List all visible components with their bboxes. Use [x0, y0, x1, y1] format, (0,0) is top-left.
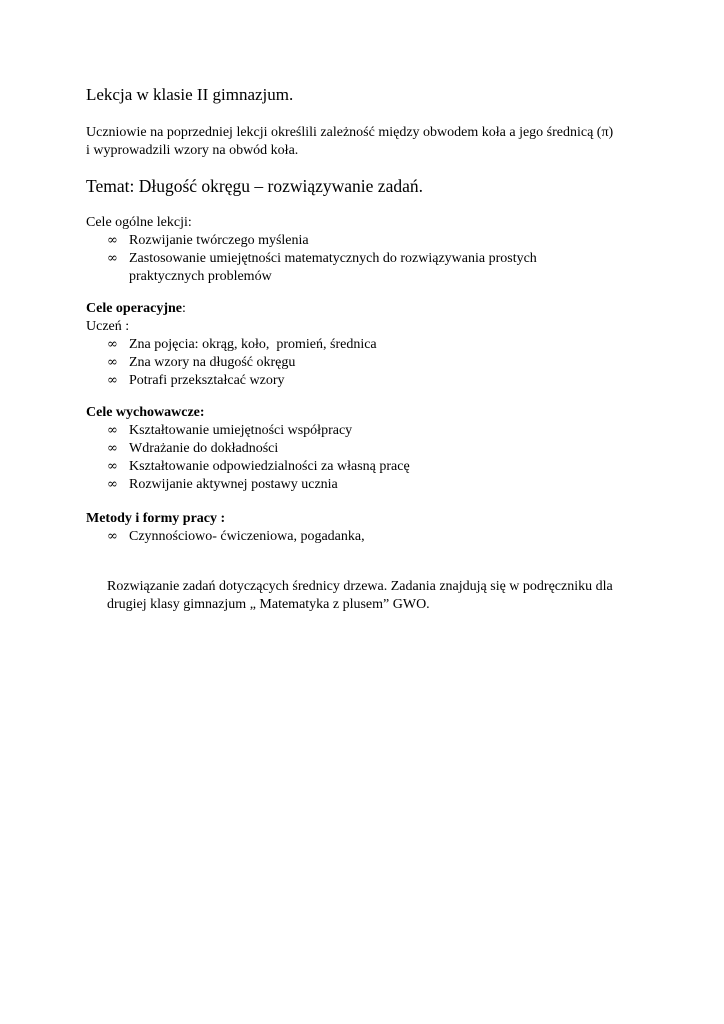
infinity-bullet-icon: ∞ — [107, 355, 118, 370]
list-item-text-continued: praktycznych problemów — [129, 269, 272, 284]
list-item-text: Kształtowanie odpowiedzialności za własną pracę — [129, 459, 410, 474]
list-item — [86, 372, 656, 390]
list-item-text: Kształtowanie umiejętności współpracy — [129, 423, 353, 438]
methods-section — [86, 510, 656, 546]
intro-line: i wyprowadzili wzory na obwód koła. — [86, 143, 299, 158]
list-item — [86, 250, 656, 286]
intro-line: Uczniowie na poprzedniej lekcji określili zależność między obwodem koła a jego średnicą (π) — [86, 125, 614, 140]
list-item — [86, 458, 656, 476]
methods-list — [86, 528, 656, 546]
operational-goals-section — [86, 300, 656, 390]
educational-goals-section — [86, 404, 656, 494]
general-goals-section — [86, 214, 656, 286]
infinity-bullet-icon: ∞ — [107, 441, 118, 456]
operational-goals-list — [86, 336, 656, 390]
methods-heading-bold: Metody i formy pracy : — [86, 511, 226, 526]
general-goals-list — [86, 232, 656, 286]
infinity-bullet-icon: ∞ — [107, 233, 118, 248]
list-item — [86, 232, 656, 250]
list-item — [86, 528, 656, 546]
lesson-title: Lekcja w klasie II gimnazjum. — [86, 85, 294, 104]
list-item-text: Rozwijanie twórczego myślenia — [129, 233, 309, 248]
list-item — [86, 422, 656, 440]
list-item-text: Potrafi przekształcać wzory — [129, 373, 285, 388]
infinity-bullet-icon: ∞ — [107, 337, 118, 352]
list-item — [86, 440, 656, 458]
list-item — [86, 476, 656, 494]
educational-goals-list — [86, 422, 656, 494]
list-item-text: Wdrażanie do dokładności — [129, 441, 279, 456]
operational-goals-heading-bold: Cele operacyjne — [86, 301, 183, 316]
lesson-topic: Temat: Długość okręgu – rozwiązywanie zadań. — [86, 176, 423, 196]
list-item-text: Zastosowanie umiejętności matematycznych do rozwiązywania prostych — [129, 251, 537, 266]
list-item — [86, 354, 656, 372]
operational-goals-heading — [86, 300, 656, 318]
list-item — [86, 336, 656, 354]
infinity-bullet-icon: ∞ — [107, 251, 118, 266]
educational-goals-heading-bold: Cele wychowawcze: — [86, 405, 205, 420]
operational-goals-subheading: Uczeń : — [86, 319, 130, 334]
infinity-bullet-icon: ∞ — [107, 423, 118, 438]
list-item-text: Rozwijanie aktywnej postawy ucznia — [129, 477, 338, 492]
closing-line: drugiej klasy gimnazjum „ Matematyka z plusem” GWO. — [107, 597, 430, 612]
operational-goals-heading-colon: : — [182, 301, 186, 316]
list-item-text: Zna pojęcia: okrąg, koło, promień, średnica — [129, 337, 377, 352]
general-goals-heading: Cele ogólne lekcji: — [86, 215, 192, 230]
infinity-bullet-icon: ∞ — [107, 459, 118, 474]
closing-paragraph — [107, 578, 667, 614]
infinity-bullet-icon: ∞ — [107, 529, 118, 544]
intro-paragraph — [86, 124, 656, 160]
infinity-bullet-icon: ∞ — [107, 477, 118, 492]
methods-heading — [86, 510, 656, 528]
infinity-bullet-icon: ∞ — [107, 373, 118, 388]
list-item-text: Czynnościowo- ćwiczeniowa, pogadanka, — [129, 529, 365, 544]
list-item-text: Zna wzory na długość okręgu — [129, 355, 296, 370]
educational-goals-heading — [86, 404, 656, 422]
closing-line: Rozwiązanie zadań dotyczących średnicy drzewa. Zadania znajdują się w podręczniku dla — [107, 579, 613, 594]
